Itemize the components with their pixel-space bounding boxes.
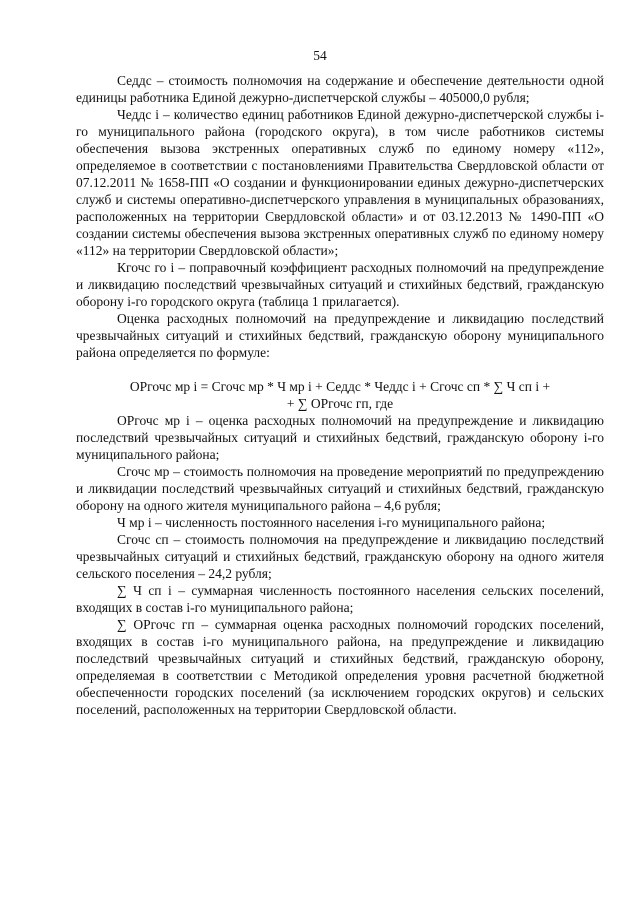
formula-line-2: + ∑ ОРгочс гп, где [286,396,394,411]
document-body [76,72,604,718]
page-number: 54 [313,48,327,63]
definition-sgochs-mr: Сгочс мр – стоимость полномочия на проведение мероприятий по предупреждению и ликвидации последствий чрезвычайных ситуаций и стихийных бедствий, гражданскую оборону на одного жителя муниципального района – 4,6 рубля; [76,464,604,513]
definition-sum-ch-sp: ∑ Ч сп i – суммарная численность постоянного населения сельских поселений, входящих в состав i-го муниципального района; [76,583,604,615]
definition-sgochs-sp: Сгочс сп – стоимость полномочия на предупреждение и ликвидацию последствий чрезвычайных ситуаций и стихийных бедствий, гражданскую оборону на одного жителя сельского поселения – 24,2 рубля; [76,532,604,581]
paragraph-seddc: Седдс – стоимость полномочия на содержание и обеспечение деятельности одной единицы работника Единой дежурно-диспетчерской службы – 405000,0 рубля; [76,73,604,105]
paragraph-cheddc: Чеддс i – количество единиц работников Единой дежурно-диспетчерской службы i-го муниципального района (городского округа), в том числе работников системы обеспечения вызова экстренных оперативных служб по единому номеру «112», определяемое в соответствии с постановлениями Правительства Свердловской области от 07.12.2011 № 1658-ПП «О создании и функционировании единых дежурно-диспетчерских служб и системы оперативно-диспетчерского управления в муниципальных образованиях, расположенных на территории Свердловской области» и от 03.12.2013 № 1490-ПП «О создании системы обеспечения вызова экстренных оперативных служб по единому номеру «112» на территории Свердловской области»; [76,107,604,258]
paragraph-kgochs: Кгочс го i – поправочный коэффициент расходных полномочий на предупреждение и ликвидацию последствий чрезвычайных ситуаций и стихийных бедствий, гражданскую оборону i-го городского округа (таблица 1 прилагается). [76,260,604,309]
definition-orgochs-mr: ОРгочс мр i – оценка расходных полномочий на предупреждение и ликвидацию последствий чрезвычайных ситуаций и стихийных бедствий, гражданскую оборону i-го муниципального района; [76,413,604,462]
paragraph-formula-intro: Оценка расходных полномочий на предупреждение и ликвидацию последствий чрезвычайных ситуаций и стихийных бедствий, гражданскую оборону муниципального района определяется по формуле: [76,311,604,360]
formula-line-1: ОРгочс мр i = Сгочс мр * Ч мр i + Седдс * Чеддс i + Сгочс сп * ∑ Ч сп i + [129,379,551,394]
definition-sum-orgochs-gp: ∑ ОРгочс гп – суммарная оценка расходных полномочий городских поселений, входящих в состав i-го муниципального района, на предупреждение и ликвидацию последствий чрезвычайных ситуаций и стихийных бедствий, гражданскую оборону, определяемая в соответствии с Методикой определения уровня расчетной бюджетной обеспеченности городских поселений (за исключением городских округов) и сельских поселений, расположенных на территории Свердловской области. [76,617,604,717]
formula-block [76,378,604,412]
definition-ch-mr: Ч мр i – численность постоянного населения i-го муниципального района; [117,515,546,530]
